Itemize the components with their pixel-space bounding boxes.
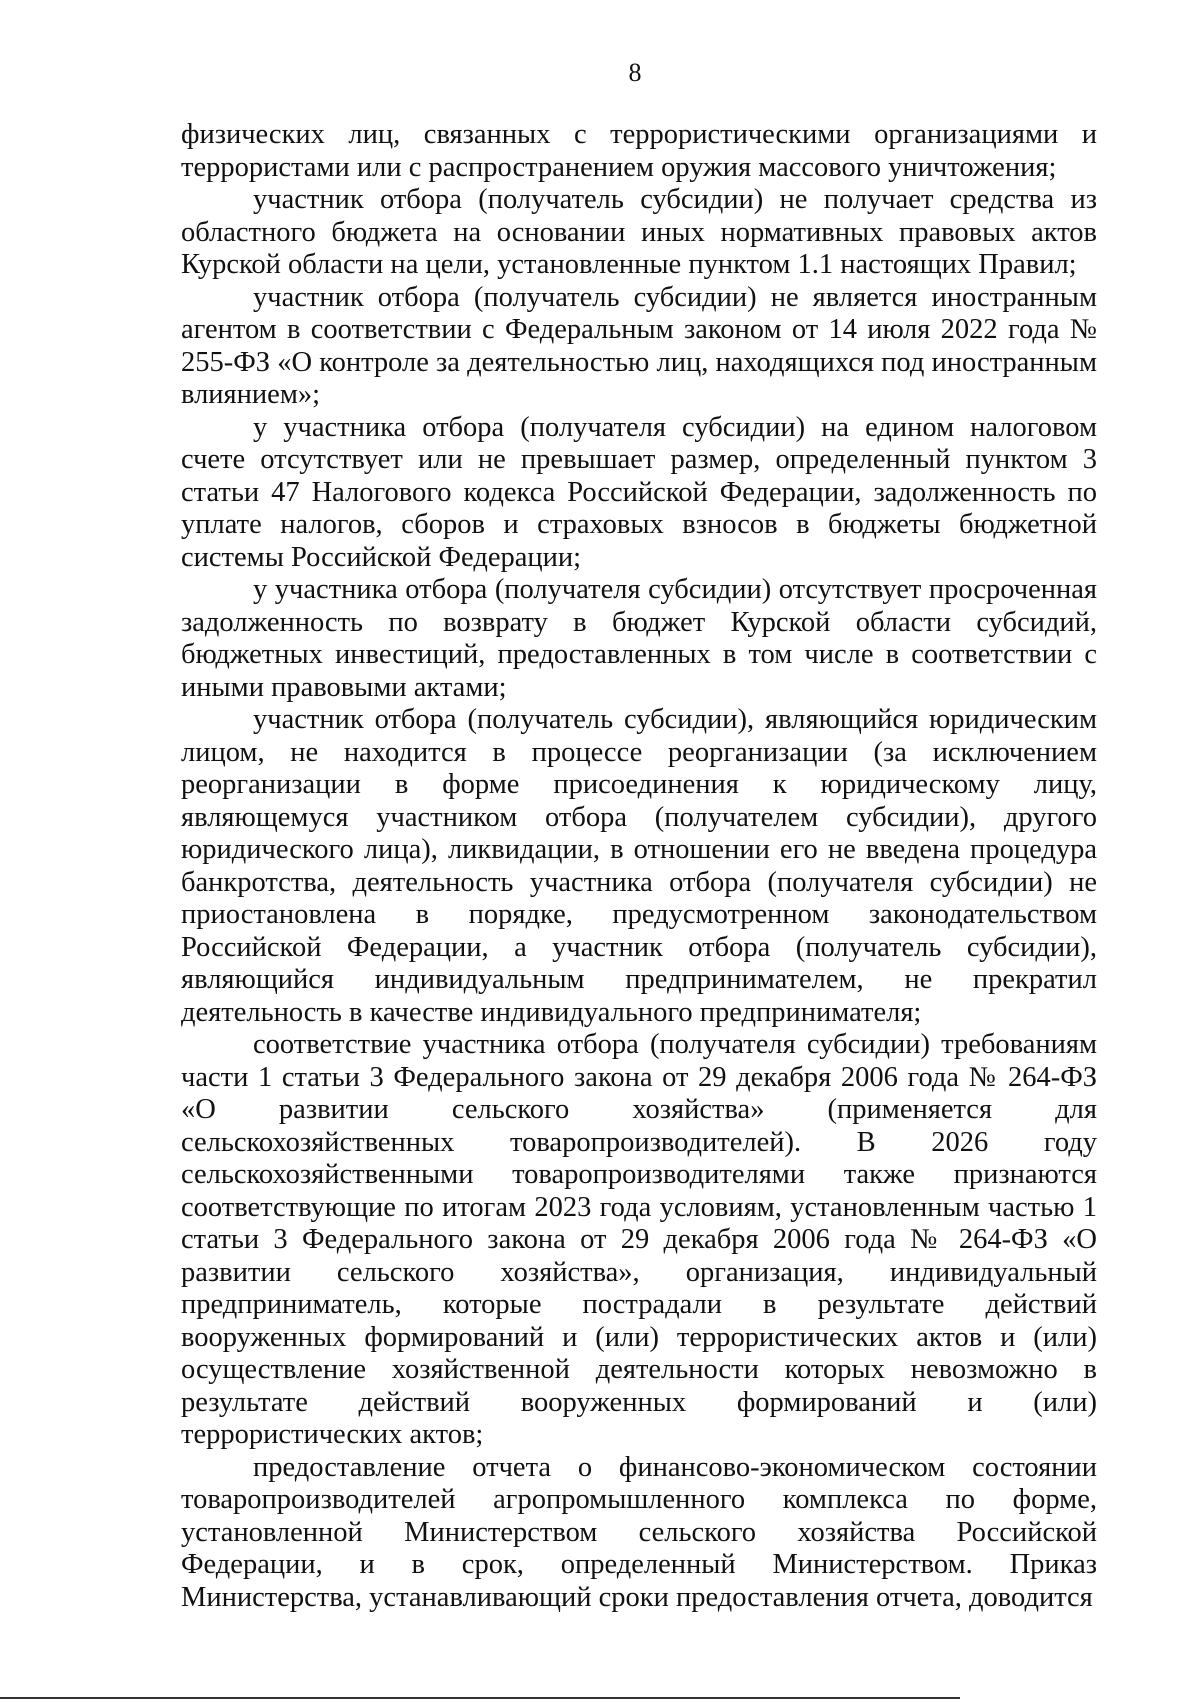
paragraph-continued: физических лиц, связанных с террористическими организациями и террористами или с распространением оружия массового уничтожения; (181, 119, 1097, 183)
bottom-divider (0, 1697, 960, 1699)
page-number: 8 (628, 58, 642, 87)
paragraph-reorganization: участник отбора (получатель субсидии), являющийся юридическим лицом, не находится в процессе реорганизации (за исключением реорганизации в форме присоединения к юридическому лицу, являющемуся участником отбора (получателем субсидии), другого юридического лица), ликвидации, в отношении его не введена процедура банкротства, деятельность участника отбора (получателя субсидии) не приостановлена в порядке, предусмотренном законодательством Российской Федерации, а участник отбора (получатель субсидии), являющийся индивидуальным предпринимателем, не прекратил деятельность в качестве индивидуального предпринимателя; (181, 704, 1097, 1028)
paragraph-agricultural-producer: соответствие участника отбора (получателя субсидии) требованиям части 1 статьи 3 Федерального закона от 29 декабря 2006 года № 264-ФЗ «О развитии сельского хозяйства» (применяется для сельскохозяйственных товаропроизводителей). В 2026 году сельскохозяйственными товаропроизводителями также признаются соответствующие по итогам 2023 года условиям, установленным частью 1 статьи 3 Федерального закона от 29 декабря 2006 года № 264-ФЗ «О развитии сельского хозяйства», организация, индивидуальный предприниматель, которые пострадали в результате действий вооруженных формирований и (или) террористических актов и (или) осуществление хозяйственной деятельности которых невозможно в результате действий вооруженных формирований и (или) террористических актов; (181, 1029, 1097, 1450)
paragraph-not-foreign-agent: участник отбора (получатель субсидии) не является иностранным агентом в соответствии с Федеральным законом от 14 июля 2022 года № 255-ФЗ «О контроле за деятельностью лиц, находящихся под иностранным влиянием»; (181, 281, 1097, 410)
paragraph-tax-debt: у участника отбора (получателя субсидии) на едином налоговом счете отсутствует или не превышает размер, определенный пунктом 3 статьи 47 Налогового кодекса Российской Федерации, задолженность по уплате налогов, сборов и страховых взносов в бюджеты бюджетной системы Российской Федерации; (181, 411, 1097, 573)
paragraph-financial-report: предоставление отчета о финансово-экономическом состоянии товаропроизводителей агропромышленного комплекса по форме, установленной Министерством сельского хозяйства Российской Федерации, и в срок, определенный Министерством. Приказ Министерства, устанавливающий сроки предоставления отчета, доводится (181, 1451, 1097, 1613)
paragraph-overdue-debt: у участника отбора (получателя субсидии) отсутствует просроченная задолженность по возврату в бюджет Курской области субсидий, бюджетных инвестиций, предоставленных в том числе в соответствии с иными правовыми актами; (181, 574, 1097, 703)
document-body (181, 119, 1097, 1614)
paragraph-no-other-budget-funds: участник отбора (получатель субсидии) не получает средства из областного бюджета на основании иных нормативных правовых актов Курской области на цели, установленные пунктом 1.1 настоящих Правил; (181, 184, 1097, 280)
